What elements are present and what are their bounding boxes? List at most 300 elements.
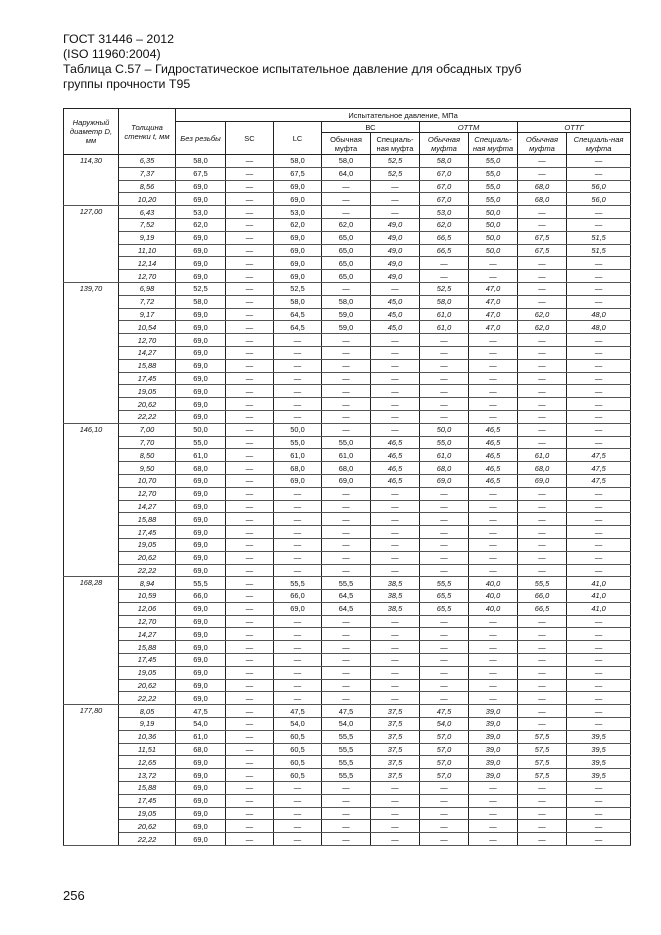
pressure-cell: —	[567, 820, 631, 833]
pressure-cell: —	[322, 513, 371, 526]
pressure-cell: —	[226, 410, 274, 423]
pressure-cell: —	[518, 346, 567, 359]
pressure-cell: 41,0	[567, 602, 631, 615]
pressure-cell: —	[274, 833, 322, 846]
pressure-cell: 46,5	[469, 474, 518, 487]
wall-thickness-cell: 9,19	[119, 718, 176, 731]
pressure-cell: 47,5	[420, 705, 469, 718]
pressure-cell: —	[420, 410, 469, 423]
pressure-cell: —	[226, 474, 274, 487]
header-ottm-special: Специаль-ная муфта	[469, 133, 518, 155]
pressure-cell: —	[322, 820, 371, 833]
pressure-cell: —	[567, 705, 631, 718]
table-row	[64, 577, 631, 590]
pressure-cell: —	[322, 679, 371, 692]
pressure-cell: 69,0	[176, 654, 226, 667]
pressure-cell: 45,0	[371, 321, 420, 334]
table-subtitle: группы прочности Т95	[63, 77, 191, 91]
pressure-cell: 69,0	[420, 474, 469, 487]
pressure-cell: 69,0	[176, 615, 226, 628]
pressure-cell: —	[518, 833, 567, 846]
pressure-cell: —	[567, 206, 631, 219]
pressure-cell: —	[420, 692, 469, 705]
pressure-cell: —	[469, 257, 518, 270]
header-ottg: ОТТГ	[518, 122, 631, 133]
pressure-cell: —	[371, 564, 420, 577]
pressure-cell: 54,0	[322, 718, 371, 731]
pressure-cell: —	[274, 526, 322, 539]
pressure-cell: 53,0	[420, 206, 469, 219]
pressure-cell: 69,0	[176, 231, 226, 244]
pressure-cell: 69,0	[176, 487, 226, 500]
pressure-cell: —	[518, 679, 567, 692]
pressure-cell: —	[567, 155, 631, 168]
table-row	[64, 782, 631, 795]
pressure-cell: 50,0	[469, 231, 518, 244]
pressure-cell: —	[469, 526, 518, 539]
pressure-cell: 62,0	[518, 321, 567, 334]
pressure-cell: 69,0	[176, 513, 226, 526]
table-row	[64, 462, 631, 475]
table-row	[64, 487, 631, 500]
pressure-cell: 69,0	[176, 474, 226, 487]
pressure-cell: 59,0	[322, 321, 371, 334]
pressure-cell: —	[371, 833, 420, 846]
pressure-cell: —	[518, 564, 567, 577]
pressure-cell: 68,0	[420, 462, 469, 475]
pressure-cell: —	[226, 257, 274, 270]
pressure-cell: —	[567, 807, 631, 820]
table-row	[64, 321, 631, 334]
pressure-cell: —	[226, 564, 274, 577]
wall-thickness-cell: 22,22	[119, 692, 176, 705]
wall-thickness-cell: 15,88	[119, 359, 176, 372]
header-ottg-special: Специаль-ная муфта	[567, 133, 631, 155]
pressure-cell: —	[567, 270, 631, 283]
page-number: 256	[63, 888, 85, 903]
pressure-cell: —	[322, 372, 371, 385]
pressure-cell: —	[469, 820, 518, 833]
pressure-cell: —	[371, 513, 420, 526]
pressure-cell: —	[518, 487, 567, 500]
pressure-cell: 69,0	[274, 193, 322, 206]
pressure-cell: —	[322, 487, 371, 500]
pressure-cell: —	[226, 756, 274, 769]
pressure-cell: 40,0	[469, 577, 518, 590]
pressure-cell: 55,5	[518, 577, 567, 590]
pressure-cell: 66,5	[420, 244, 469, 257]
pressure-cell: —	[420, 666, 469, 679]
header-lc: LC	[274, 122, 322, 155]
pressure-cell: 39,0	[469, 705, 518, 718]
pressure-cell: —	[518, 385, 567, 398]
pressure-cell: —	[420, 615, 469, 628]
wall-thickness-cell: 20,62	[119, 820, 176, 833]
table-row	[64, 257, 631, 270]
pressure-cell: 50,0	[176, 423, 226, 436]
wall-thickness-cell: 8,94	[119, 577, 176, 590]
pressure-cell: 45,0	[371, 308, 420, 321]
pressure-cell: —	[518, 398, 567, 411]
pressure-cell: 65,0	[322, 270, 371, 283]
pressure-cell: 67,5	[274, 167, 322, 180]
pressure-cell: —	[371, 410, 420, 423]
pressure-cell: —	[274, 564, 322, 577]
pressure-cell: 61,0	[420, 449, 469, 462]
table-row	[64, 398, 631, 411]
pressure-cell: 49,0	[371, 244, 420, 257]
pressure-cell: 64,5	[274, 308, 322, 321]
pressure-cell: —	[226, 423, 274, 436]
pressure-cell: —	[469, 538, 518, 551]
pressure-cell: 69,0	[176, 628, 226, 641]
wall-thickness-cell: 19,05	[119, 538, 176, 551]
table-row	[64, 423, 631, 436]
pressure-cell: —	[274, 410, 322, 423]
pressure-cell: 47,5	[274, 705, 322, 718]
pressure-cell: —	[322, 551, 371, 564]
pressure-cell: 69,0	[176, 346, 226, 359]
table-row	[64, 820, 631, 833]
pressure-cell: 55,5	[420, 577, 469, 590]
pressure-cell: 55,5	[322, 743, 371, 756]
pressure-cell: —	[226, 641, 274, 654]
pressure-cell: —	[518, 513, 567, 526]
pressure-cell: 69,0	[176, 257, 226, 270]
pressure-cell: —	[518, 718, 567, 731]
table-row	[64, 602, 631, 615]
pressure-cell: —	[469, 513, 518, 526]
pressure-cell: 55,5	[322, 769, 371, 782]
table-row	[64, 282, 631, 295]
pressure-cell: 61,0	[274, 449, 322, 462]
pressure-cell: 55,0	[469, 180, 518, 193]
pressure-cell: 65,5	[420, 590, 469, 603]
pressure-cell: —	[274, 500, 322, 513]
table-row	[64, 666, 631, 679]
pressure-cell: 69,0	[176, 321, 226, 334]
pressure-cell: —	[420, 526, 469, 539]
pressure-cell: —	[226, 334, 274, 347]
pressure-cell: —	[469, 782, 518, 795]
pressure-cell: 60,5	[274, 756, 322, 769]
pressure-cell: —	[420, 359, 469, 372]
pressure-cell: —	[518, 436, 567, 449]
pressure-cell: 57,5	[518, 743, 567, 756]
pressure-cell: —	[567, 500, 631, 513]
pressure-cell: —	[420, 820, 469, 833]
wall-thickness-cell: 6,35	[119, 155, 176, 168]
pressure-cell: 67,0	[420, 180, 469, 193]
pressure-cell: —	[371, 654, 420, 667]
table-row	[64, 193, 631, 206]
table-row	[64, 206, 631, 219]
pressure-cell: 60,5	[274, 769, 322, 782]
pressure-cell: —	[274, 346, 322, 359]
table-row	[64, 449, 631, 462]
header-ottm: ОТТМ	[420, 122, 518, 133]
table-row	[64, 807, 631, 820]
pressure-cell: —	[274, 372, 322, 385]
wall-thickness-cell: 19,05	[119, 807, 176, 820]
pressure-cell: 52,5	[371, 167, 420, 180]
pressure-cell: 65,0	[322, 231, 371, 244]
outer-diameter-cell: 146,10	[64, 423, 119, 577]
pressure-cell: 69,0	[176, 193, 226, 206]
pressure-cell: —	[567, 257, 631, 270]
pressure-cell: —	[469, 641, 518, 654]
pressure-cell: —	[420, 807, 469, 820]
pressure-cell: 55,5	[274, 577, 322, 590]
wall-thickness-cell: 22,22	[119, 833, 176, 846]
outer-diameter-cell: 114,30	[64, 155, 119, 206]
pressure-cell: —	[274, 654, 322, 667]
pressure-cell: 50,0	[420, 423, 469, 436]
pressure-cell: 53,0	[274, 206, 322, 219]
pressure-cell: —	[567, 513, 631, 526]
pressure-cell: 58,0	[274, 295, 322, 308]
pressure-cell: —	[469, 410, 518, 423]
pressure-cell: 58,0	[322, 155, 371, 168]
pressure-cell: 52,5	[274, 282, 322, 295]
pressure-cell: —	[226, 615, 274, 628]
pressure-cell: 50,0	[469, 206, 518, 219]
pressure-cell: 69,0	[176, 564, 226, 577]
pressure-cell: —	[420, 270, 469, 283]
pressure-cell: —	[274, 538, 322, 551]
pressure-cell: —	[420, 833, 469, 846]
pressure-cell: 68,0	[176, 743, 226, 756]
pressure-cell: 69,0	[176, 385, 226, 398]
pressure-cell: —	[469, 398, 518, 411]
pressure-cell: —	[420, 513, 469, 526]
pressure-cell: —	[226, 308, 274, 321]
pressure-cell: —	[226, 359, 274, 372]
header-test-pressure: Испытательное давление, МПа	[176, 109, 631, 122]
pressure-cell: 52,5	[176, 282, 226, 295]
pressure-cell: —	[420, 538, 469, 551]
pressure-cell: 46,5	[371, 436, 420, 449]
pressure-cell: 46,5	[371, 462, 420, 475]
pressure-cell: 69,0	[274, 602, 322, 615]
pressure-cell: —	[469, 334, 518, 347]
pressure-cell: 40,0	[469, 602, 518, 615]
pressure-cell: —	[371, 615, 420, 628]
pressure-cell: 68,0	[176, 462, 226, 475]
pressure-cell: 69,0	[176, 308, 226, 321]
table-row	[64, 244, 631, 257]
pressure-cell: 47,0	[469, 308, 518, 321]
header-plain-end: Без резьбы	[176, 122, 226, 155]
pressure-cell: 69,0	[274, 270, 322, 283]
pressure-cell: —	[226, 718, 274, 731]
pressure-cell: —	[226, 180, 274, 193]
pressure-cell: —	[226, 782, 274, 795]
pressure-cell: 68,0	[322, 462, 371, 475]
pressure-cell: 69,0	[176, 769, 226, 782]
pressure-cell: —	[371, 398, 420, 411]
header-ottg-regular: Обычная муфта	[518, 133, 567, 155]
table-row	[64, 334, 631, 347]
wall-thickness-cell: 11,51	[119, 743, 176, 756]
wall-thickness-cell: 17,45	[119, 526, 176, 539]
wall-thickness-cell: 8,56	[119, 180, 176, 193]
pressure-cell: 37,5	[371, 756, 420, 769]
pressure-cell: 55,0	[469, 155, 518, 168]
pressure-cell: —	[322, 410, 371, 423]
pressure-cell: —	[322, 666, 371, 679]
pressure-cell: —	[274, 820, 322, 833]
table-row	[64, 436, 631, 449]
pressure-cell: 60,5	[274, 730, 322, 743]
pressure-cell: —	[371, 526, 420, 539]
pressure-cell: 69,0	[176, 180, 226, 193]
pressure-cell: 55,0	[469, 167, 518, 180]
pressure-cell: 69,0	[176, 641, 226, 654]
pressure-cell: 57,5	[518, 756, 567, 769]
pressure-cell: 38,5	[371, 602, 420, 615]
wall-thickness-cell: 14,27	[119, 346, 176, 359]
table-row	[64, 769, 631, 782]
pressure-cell: 46,5	[371, 449, 420, 462]
header-wall-thickness: Толщина стенки t, мм	[119, 109, 176, 155]
pressure-cell: —	[567, 679, 631, 692]
pressure-cell: —	[371, 180, 420, 193]
pressure-cell: —	[226, 628, 274, 641]
pressure-cell: 69,0	[176, 602, 226, 615]
pressure-cell: —	[274, 385, 322, 398]
pressure-cell: 37,5	[371, 730, 420, 743]
pressure-cell: —	[420, 385, 469, 398]
pressure-cell: 69,0	[176, 359, 226, 372]
pressure-cell: —	[567, 564, 631, 577]
pressure-cell: —	[274, 615, 322, 628]
pressure-cell: 68,0	[518, 193, 567, 206]
pressure-cell: —	[567, 692, 631, 705]
pressure-cell: 39,0	[469, 769, 518, 782]
pressure-cell: —	[518, 538, 567, 551]
pressure-cell: —	[274, 692, 322, 705]
pressure-cell: 69,0	[176, 794, 226, 807]
pressure-cell: —	[518, 410, 567, 423]
pressure-cell: —	[322, 641, 371, 654]
pressure-cell: —	[226, 449, 274, 462]
table-row	[64, 513, 631, 526]
pressure-cell: —	[371, 538, 420, 551]
outer-diameter-cell: 139,70	[64, 282, 119, 423]
pressure-cell: 39,0	[469, 718, 518, 731]
pressure-cell: 37,5	[371, 718, 420, 731]
pressure-cell: 57,0	[420, 743, 469, 756]
pressure-cell: —	[226, 602, 274, 615]
pressure-cell: —	[518, 615, 567, 628]
pressure-cell: —	[371, 206, 420, 219]
pressure-cell: —	[469, 346, 518, 359]
pressure-cell: —	[226, 654, 274, 667]
pressure-cell: 55,0	[274, 436, 322, 449]
pressure-cell: —	[518, 526, 567, 539]
pressure-cell: 69,0	[274, 180, 322, 193]
pressure-cell: 47,0	[469, 321, 518, 334]
pressure-cell: —	[226, 666, 274, 679]
pressure-cell: —	[371, 385, 420, 398]
pressure-cell: 61,0	[420, 321, 469, 334]
pressure-cell: —	[420, 398, 469, 411]
pressure-cell: —	[371, 692, 420, 705]
pressure-cell: —	[322, 346, 371, 359]
pressure-cell: —	[226, 487, 274, 500]
pressure-cell: —	[322, 833, 371, 846]
wall-thickness-cell: 15,88	[119, 513, 176, 526]
pressure-cell: —	[567, 833, 631, 846]
pressure-cell: 64,5	[322, 590, 371, 603]
pressure-cell: —	[371, 641, 420, 654]
pressure-table	[63, 108, 631, 846]
pressure-cell: —	[274, 679, 322, 692]
table-row	[64, 743, 631, 756]
pressure-cell: —	[518, 692, 567, 705]
table-row	[64, 410, 631, 423]
pressure-cell: 38,5	[371, 577, 420, 590]
pressure-cell: —	[226, 346, 274, 359]
pressure-cell: 69,0	[274, 231, 322, 244]
pressure-cell: —	[518, 218, 567, 231]
wall-thickness-cell: 14,27	[119, 500, 176, 513]
header-ottm-regular: Обычная муфта	[420, 133, 469, 155]
pressure-cell: —	[420, 500, 469, 513]
pressure-cell: —	[567, 359, 631, 372]
wall-thickness-cell: 12,70	[119, 615, 176, 628]
pressure-cell: —	[469, 270, 518, 283]
pressure-cell: —	[226, 155, 274, 168]
wall-thickness-cell: 17,45	[119, 654, 176, 667]
pressure-cell: 41,0	[567, 590, 631, 603]
pressure-cell: —	[322, 538, 371, 551]
wall-thickness-cell: 8,05	[119, 705, 176, 718]
pressure-cell: 69,0	[176, 334, 226, 347]
pressure-cell: —	[567, 487, 631, 500]
pressure-cell: —	[518, 206, 567, 219]
pressure-cell: —	[322, 180, 371, 193]
pressure-cell: —	[226, 807, 274, 820]
pressure-cell: —	[518, 257, 567, 270]
pressure-cell: —	[371, 679, 420, 692]
pressure-cell: 48,0	[567, 308, 631, 321]
header-outer-diameter: Наружный диаметр D, мм	[64, 109, 119, 155]
pressure-cell: —	[469, 564, 518, 577]
wall-thickness-cell: 7,00	[119, 423, 176, 436]
pressure-cell: —	[567, 398, 631, 411]
pressure-cell: 46,5	[469, 449, 518, 462]
pressure-cell: —	[567, 615, 631, 628]
wall-thickness-cell: 19,05	[119, 666, 176, 679]
pressure-cell: —	[518, 167, 567, 180]
pressure-cell: 67,0	[420, 167, 469, 180]
pressure-cell: 53,0	[176, 206, 226, 219]
pressure-cell: —	[567, 436, 631, 449]
pressure-cell: 69,0	[274, 257, 322, 270]
pressure-cell: 39,0	[469, 730, 518, 743]
pressure-cell: 61,0	[322, 449, 371, 462]
pressure-cell: —	[371, 794, 420, 807]
pressure-cell: —	[469, 385, 518, 398]
pressure-cell: 69,0	[176, 372, 226, 385]
pressure-cell: —	[274, 359, 322, 372]
pressure-cell: —	[322, 423, 371, 436]
pressure-cell: —	[226, 193, 274, 206]
wall-thickness-cell: 10,59	[119, 590, 176, 603]
wall-thickness-cell: 20,62	[119, 679, 176, 692]
